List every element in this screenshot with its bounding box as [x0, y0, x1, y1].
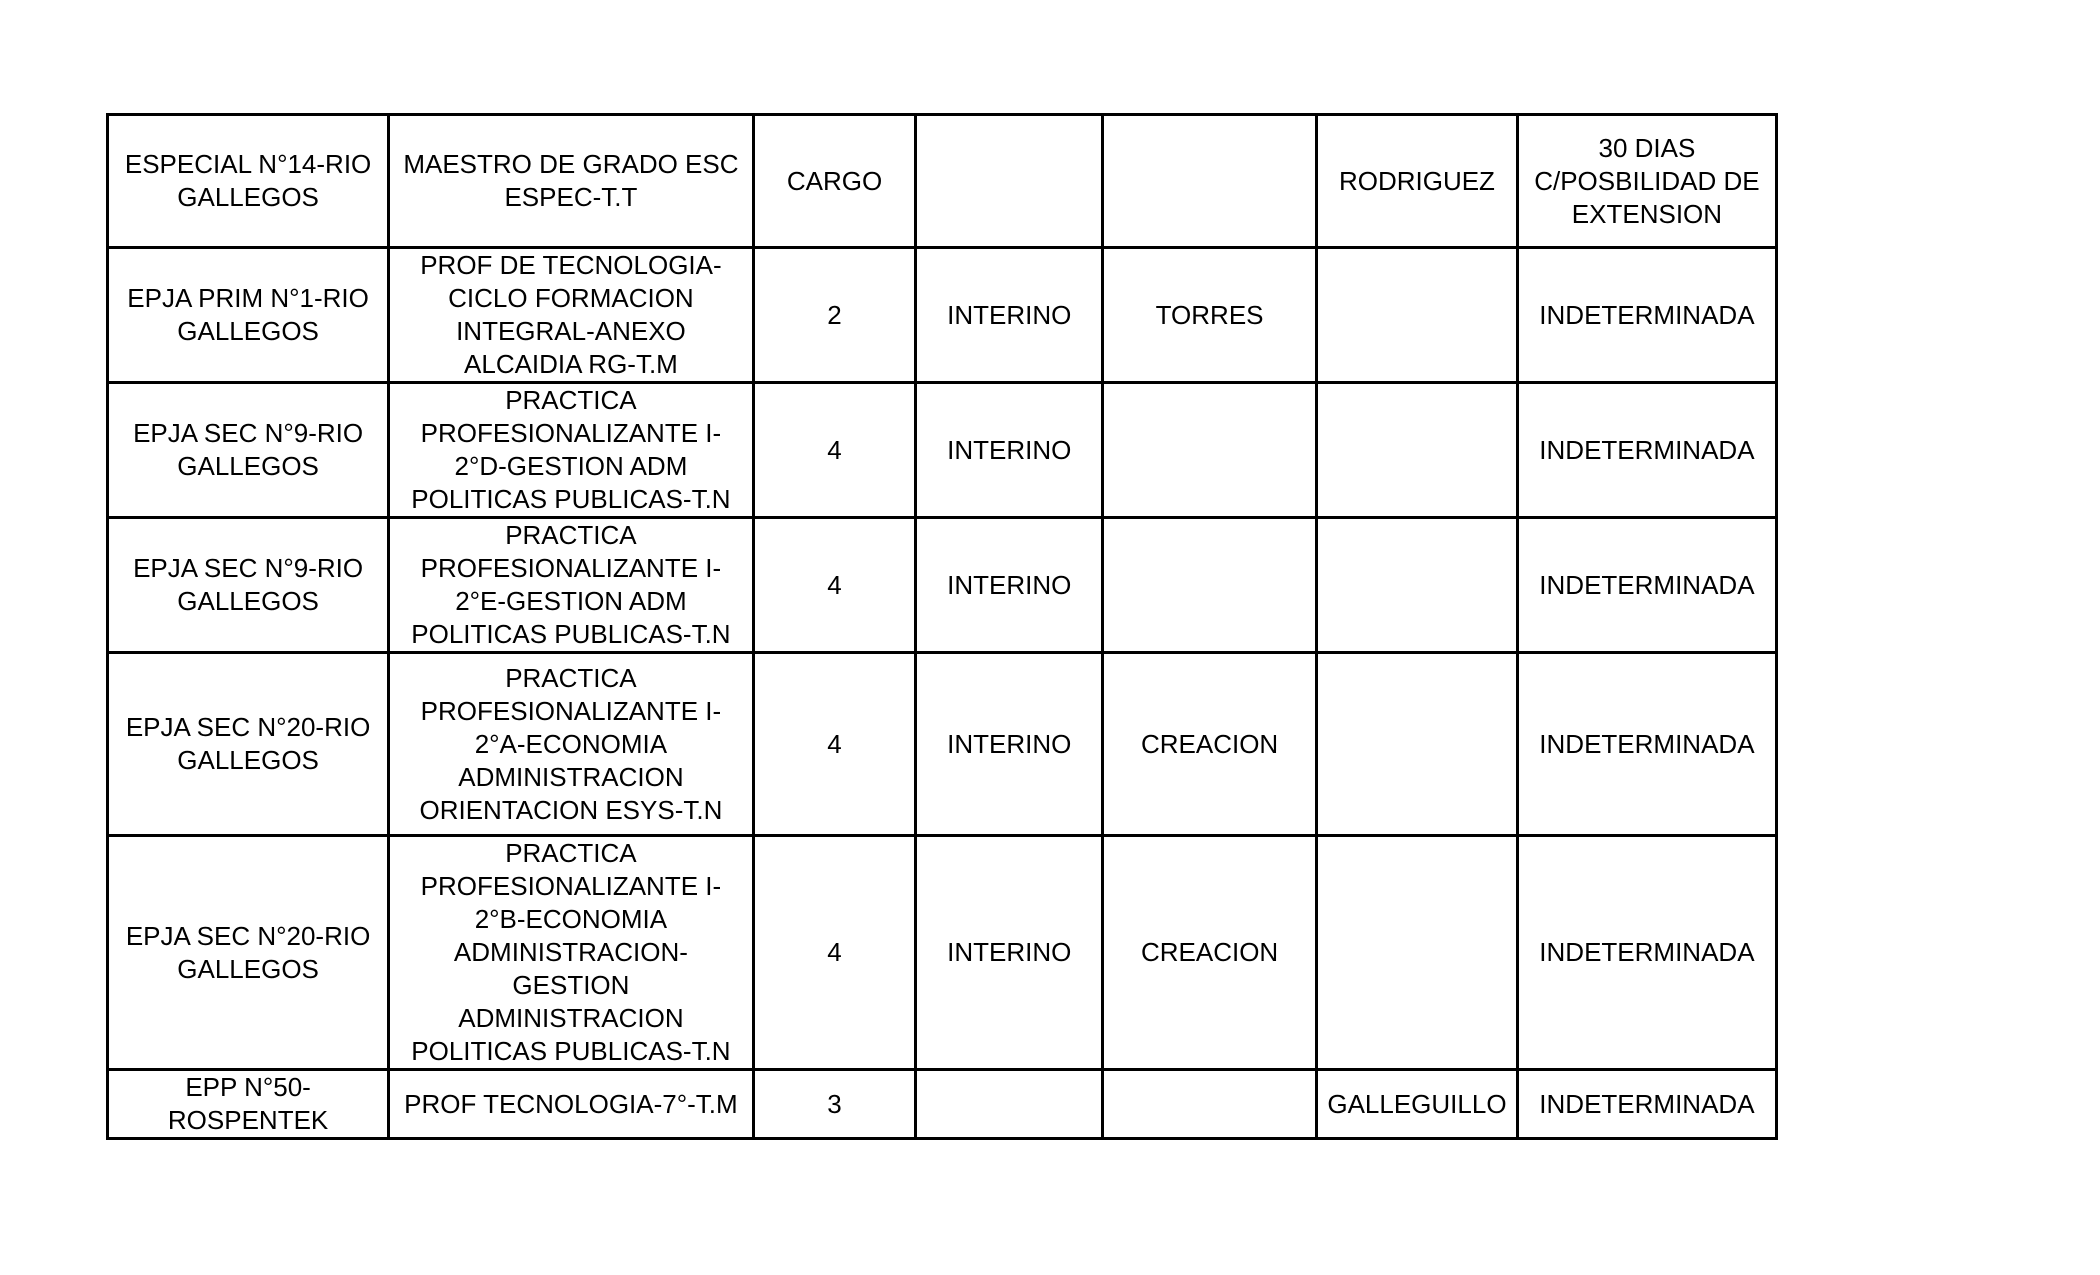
reason-cell: CREACION	[1103, 836, 1317, 1070]
reason-cell: CREACION	[1103, 653, 1317, 836]
surname-cell: GALLEGUILLO	[1317, 1070, 1518, 1139]
table-row	[108, 248, 1777, 383]
subject-cell: PROF DE TECNOLOGIA- CICLO FORMACION INTEGRAL-ANEXO ALCAIDIA RG-T.M	[389, 248, 754, 383]
subject-cell: PROF TECNOLOGIA-7°-T.M	[389, 1070, 754, 1139]
status-cell: INTERINO	[916, 518, 1103, 653]
period-cell: INDETERMINADA	[1517, 518, 1776, 653]
hours-cell: CARGO	[753, 115, 916, 248]
subject-cell: PRACTICA PROFESIONALIZANTE I- 2°E-GESTION ADM POLITICAS PUBLICAS-T.N	[389, 518, 754, 653]
status-cell: INTERINO	[916, 653, 1103, 836]
table-row	[108, 115, 1777, 248]
status-cell	[916, 115, 1103, 248]
reason-cell	[1103, 383, 1317, 518]
period-cell: INDETERMINADA	[1517, 383, 1776, 518]
hours-cell: 4	[753, 836, 916, 1070]
surname-cell	[1317, 248, 1518, 383]
table-row	[108, 518, 1777, 653]
reason-cell	[1103, 115, 1317, 248]
reason-cell	[1103, 518, 1317, 653]
subject-cell: PRACTICA PROFESIONALIZANTE I- 2°B-ECONOMIA ADMINISTRACION- GESTION ADMINISTRACION POLITICAS PUBLICAS-T.N	[389, 836, 754, 1070]
hours-cell: 4	[753, 653, 916, 836]
hours-cell: 4	[753, 383, 916, 518]
period-cell: INDETERMINADA	[1517, 248, 1776, 383]
status-cell	[916, 1070, 1103, 1139]
period-cell: INDETERMINADA	[1517, 1070, 1776, 1139]
surname-cell	[1317, 836, 1518, 1070]
subject-cell: PRACTICA PROFESIONALIZANTE I- 2°A-ECONOMIA ADMINISTRACION ORIENTACION ESYS-T.N	[389, 653, 754, 836]
hours-cell: 4	[753, 518, 916, 653]
school-cell: EPJA SEC N°20-RIO GALLEGOS	[108, 836, 389, 1070]
period-cell: 30 DIAS C/POSBILIDAD DE EXTENSION	[1517, 115, 1776, 248]
period-cell: INDETERMINADA	[1517, 653, 1776, 836]
status-cell: INTERINO	[916, 248, 1103, 383]
surname-cell	[1317, 653, 1518, 836]
table-row	[108, 1070, 1777, 1139]
reason-cell	[1103, 1070, 1317, 1139]
school-cell: ESPECIAL N°14-RIO GALLEGOS	[108, 115, 389, 248]
school-cell: EPJA SEC N°9-RIO GALLEGOS	[108, 383, 389, 518]
surname-cell	[1317, 383, 1518, 518]
table-row	[108, 836, 1777, 1070]
hours-cell: 3	[753, 1070, 916, 1139]
subject-cell: PRACTICA PROFESIONALIZANTE I- 2°D-GESTION ADM POLITICAS PUBLICAS-T.N	[389, 383, 754, 518]
period-cell: INDETERMINADA	[1517, 836, 1776, 1070]
status-cell: INTERINO	[916, 836, 1103, 1070]
surname-cell: RODRIGUEZ	[1317, 115, 1518, 248]
table-row	[108, 653, 1777, 836]
vacancy-table	[106, 113, 1778, 1140]
school-cell: EPJA PRIM N°1-RIO GALLEGOS	[108, 248, 389, 383]
school-cell: EPJA SEC N°9-RIO GALLEGOS	[108, 518, 389, 653]
school-cell: EPJA SEC N°20-RIO GALLEGOS	[108, 653, 389, 836]
subject-cell: MAESTRO DE GRADO ESC ESPEC-T.T	[389, 115, 754, 248]
school-cell: EPP N°50- ROSPENTEK	[108, 1070, 389, 1139]
surname-cell	[1317, 518, 1518, 653]
reason-cell: TORRES	[1103, 248, 1317, 383]
status-cell: INTERINO	[916, 383, 1103, 518]
hours-cell: 2	[753, 248, 916, 383]
table-row	[108, 383, 1777, 518]
